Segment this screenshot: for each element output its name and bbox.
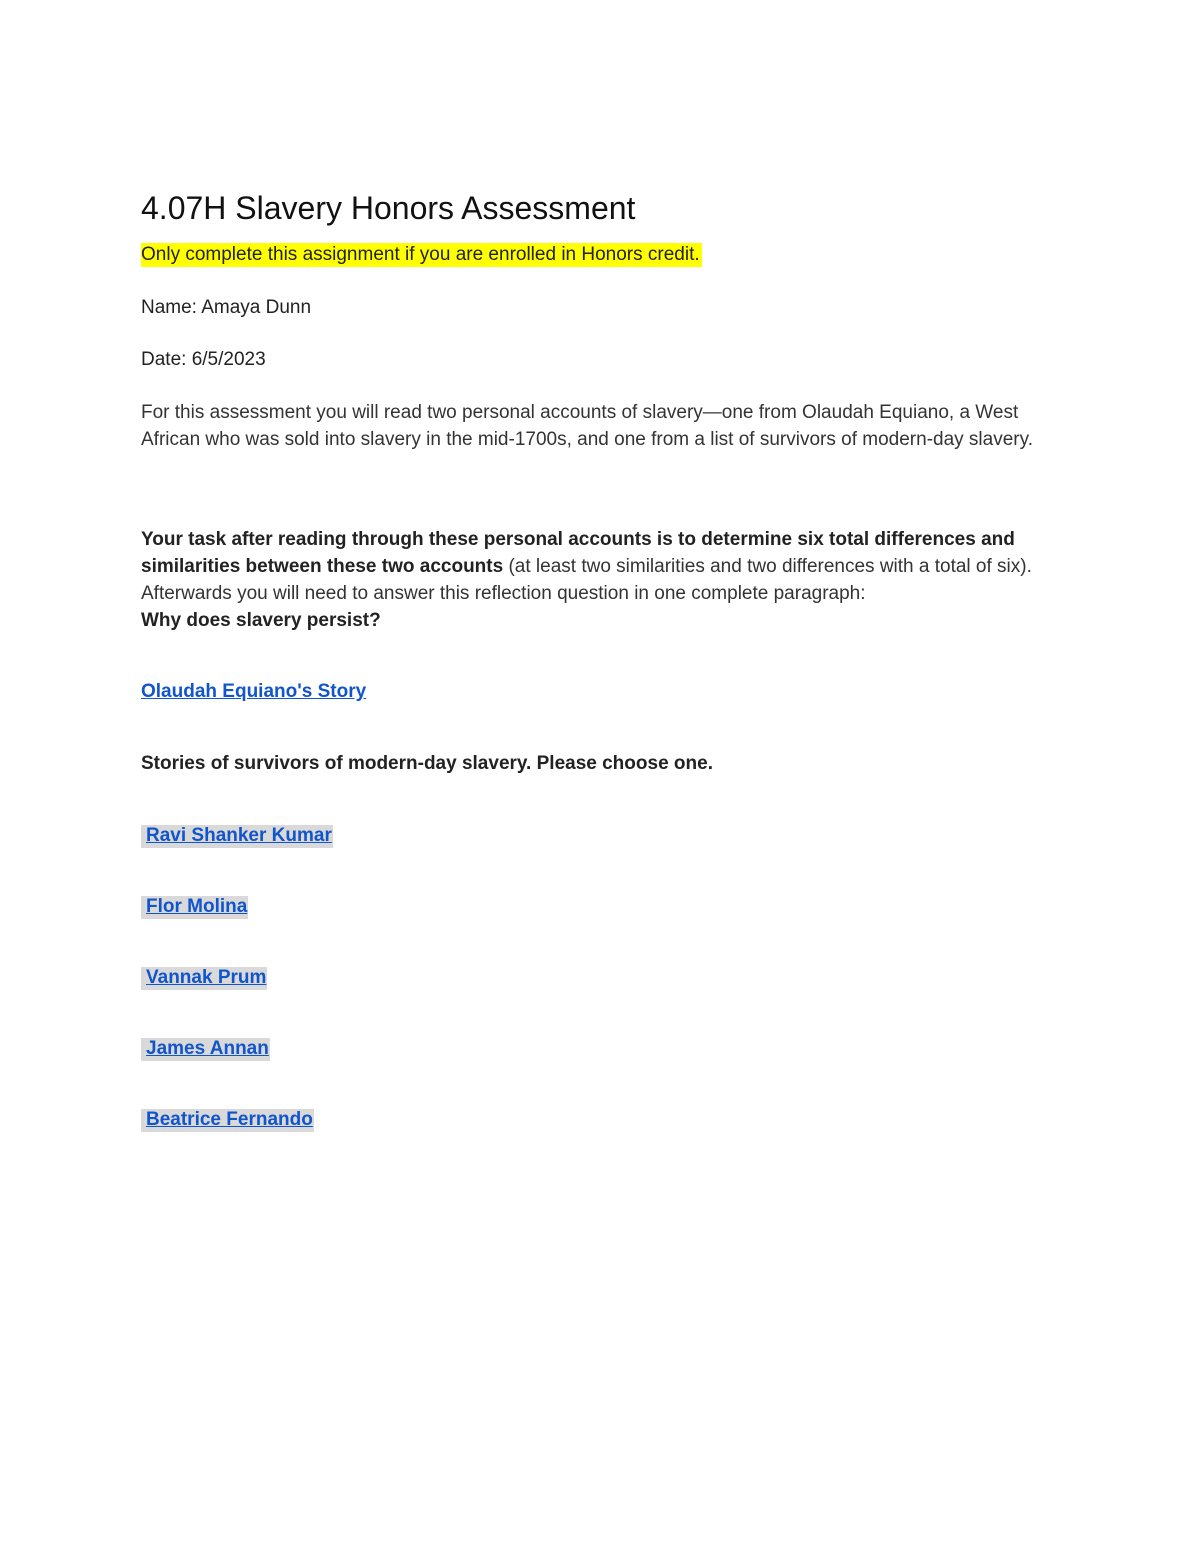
survivor-link-ravi-shanker-kumar[interactable]: Ravi Shanker Kumar: [141, 825, 333, 848]
survivors-heading: Stories of survivors of modern-day slavery. Please choose one.: [141, 753, 713, 774]
task-plain-text: (at least two similarities and two differences with a total of six). Afterwards you will need to answer this reflection question in one complete paragraph:: [141, 556, 1032, 604]
name-field: Name: Amaya Dunn: [141, 297, 312, 318]
date-field: Date: 6/5/2023: [141, 349, 266, 370]
survivor-link-james-annan[interactable]: James Annan: [141, 1038, 270, 1061]
page-title: 4.07H Slavery Honors Assessment: [141, 190, 636, 226]
reflection-question: Why does slavery persist?: [141, 610, 381, 631]
honors-notice: [141, 244, 702, 266]
survivor-link-beatrice-fernando[interactable]: Beatrice Fernando: [141, 1109, 314, 1132]
task-bold-text: Your task after reading through these personal accounts is to determine six total differences and similarities between these two accounts: [141, 529, 1015, 577]
survivor-link-vannak-prum[interactable]: Vannak Prum: [141, 967, 267, 990]
intro-paragraph: For this assessment you will read two personal accounts of slavery—one from Olaudah Equiano, a West African who was sold into slavery in the mid-1700s, and one from a list of survivors of modern-day slavery.: [141, 402, 1033, 450]
equiano-story-link[interactable]: Olaudah Equiano's Story: [141, 681, 367, 702]
survivor-link-flor-molina[interactable]: Flor Molina: [141, 896, 248, 919]
highlighted-notice-text: Only complete this assignment if you are enrolled in Honors credit.: [141, 244, 700, 265]
task-paragraph: [141, 526, 1056, 634]
